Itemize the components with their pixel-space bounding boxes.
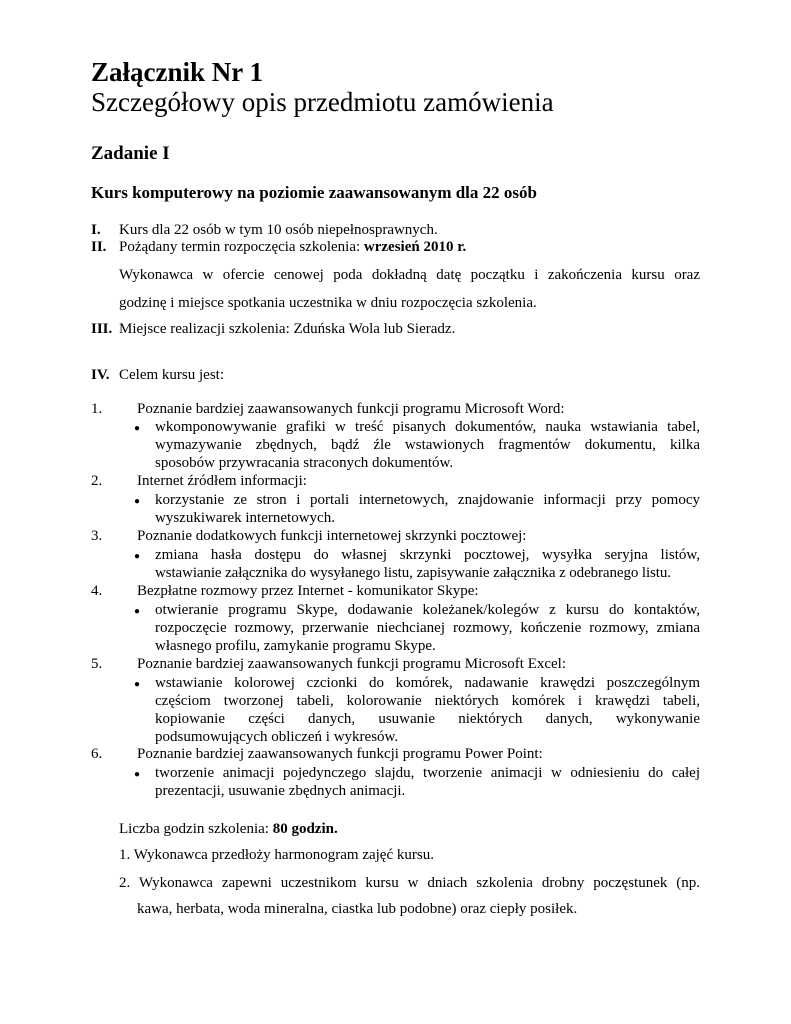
goal-line: wstawianie załącznika do wysyłanego listu, zapisywanie załącznika z odebranego listu. <box>155 565 671 581</box>
goal-line: prezentacji, usuwanie zbędnych animacji. <box>155 783 406 799</box>
requirement-1: 1. Wykonawca przedłoży harmonogram zajęć kursu. <box>119 847 434 863</box>
attachment-title: Załącznik Nr 1 <box>91 57 264 87</box>
goal-line: otwieranie programu Skype, dodawanie koleżanek/kolegów z kursu do kontaktów, <box>155 602 700 618</box>
goal-number: 1. <box>91 401 103 417</box>
item-ii-text: Pożądany termin rozpoczęcia szkolenia: <box>119 239 361 255</box>
course-heading: Kurs komputerowy na poziomie zaawansowanym dla 22 osób <box>91 183 537 202</box>
goal-1-bullet <box>0 418 791 474</box>
goal-number: 4. <box>91 583 103 599</box>
bullet-icon: ● <box>134 679 141 690</box>
training-hours-value: 80 godzin. <box>272 821 338 837</box>
goal-title: Bezpłatne rozmowy przez Internet - komunikator Skype: <box>137 583 479 599</box>
training-hours-label: Liczba godzin szkolenia: <box>119 821 269 837</box>
bullet-icon: ● <box>134 551 141 562</box>
goal-line: własnego profilu, zamykanie programu Skype. <box>155 638 436 654</box>
bullet-icon: ● <box>134 423 141 434</box>
goal-4-bullet <box>0 601 791 657</box>
goal-title: Poznanie bardziej zaawansowanych funkcji programu Power Point: <box>137 746 543 762</box>
goal-line: sposobów przywracania straconych dokumentów. <box>155 455 454 471</box>
goal-number: 6. <box>91 746 103 762</box>
item-ii-number: II. <box>91 239 107 255</box>
goal-number: 5. <box>91 656 103 672</box>
goal-6-bullet <box>0 764 791 802</box>
goal-line: podsumowujących obliczeń i wykresów. <box>155 729 399 745</box>
goal-2-bullet <box>0 491 791 529</box>
task-heading: Zadanie I <box>91 143 170 164</box>
item-iii-text: Miejsce realizacji szkolenia: Zduńska Wola lub Sieradz. <box>119 321 456 337</box>
goal-line: wkomponowywanie grafiki w treść pisanych dokumentów, nauka wstawiania tabel, <box>155 419 700 435</box>
goal-title: Poznanie dodatkowych funkcji internetowej skrzynki pocztowej: <box>137 528 527 544</box>
item-ii-paragraph-line1: Wykonawca w ofercie cenowej poda dokładną datę początku i zakończenia kursu oraz <box>119 267 700 283</box>
goal-number: 2. <box>91 473 103 489</box>
document-subtitle: Szczegółowy opis przedmiotu zamówienia <box>91 87 554 117</box>
item-i-number: I. <box>91 222 101 238</box>
bullet-icon: ● <box>134 606 141 617</box>
item-ii-line <box>119 238 466 256</box>
item-ii-date: wrzesień 2010 r. <box>363 239 467 255</box>
goal-line: tworzenie animacji pojedynczego slajdu, tworzenie animacji w odniesieniu do całej <box>155 765 700 781</box>
goal-line: zmiana hasła dostępu do własnej skrzynki pocztowej, wysyłka seryjna listów, <box>155 547 700 563</box>
bullet-icon: ● <box>134 769 141 780</box>
goal-5-bullet <box>0 674 791 748</box>
item-iv-text: Celem kursu jest: <box>119 367 224 383</box>
goal-line: wymazywanie zbędnych, bądź źle wstawionych fragmentów dokumentu, kilka <box>155 437 700 453</box>
item-iv-number: IV. <box>91 367 110 383</box>
requirement-2-line2: kawa, herbata, woda mineralna, ciastka lub podobne) oraz ciepły posiłek. <box>137 901 578 917</box>
goal-number: 3. <box>91 528 103 544</box>
goal-line: rozpoczęcie rozmowy, przerwanie niechcianej rozmowy, kończenie rozmowy, zmiana <box>155 620 700 636</box>
goal-title: Poznanie bardziej zaawansowanych funkcji programu Microsoft Excel: <box>137 656 567 672</box>
goal-title: Internet źródłem informacji: <box>137 473 307 489</box>
bullet-icon: ● <box>134 496 141 507</box>
item-ii-paragraph-line2: godzinę i miejsce spotkania uczestnika w dniu rozpoczęcia szkolenia. <box>119 295 537 311</box>
training-hours <box>119 820 338 838</box>
goal-line: wstawianie kolorowej czcionki do komórek, nadawanie krawędzi poszczególnym <box>155 675 700 691</box>
goal-line: częściom tworzonej tabeli, kolorowanie niektórych komórek i krawędzi tabeli, <box>155 693 700 709</box>
goal-line: kopiowanie części danych, usuwanie niektórych danych, wykonywanie <box>155 711 700 727</box>
goal-line: wyszukiwarek internetowych. <box>155 510 335 526</box>
item-iii-number: III. <box>91 321 113 337</box>
item-i-text: Kurs dla 22 osób w tym 10 osób niepełnosprawnych. <box>119 222 438 238</box>
goal-title: Poznanie bardziej zaawansowanych funkcji programu Microsoft Word: <box>137 401 565 417</box>
goal-3-bullet <box>0 546 791 584</box>
goal-line: korzystanie ze stron i portali internetowych, znajdowanie informacji przy pomocy <box>155 492 700 508</box>
requirement-2-line1: 2. Wykonawca zapewni uczestnikom kursu w dniach szkolenia drobny poczęstunek (np. <box>119 875 700 891</box>
